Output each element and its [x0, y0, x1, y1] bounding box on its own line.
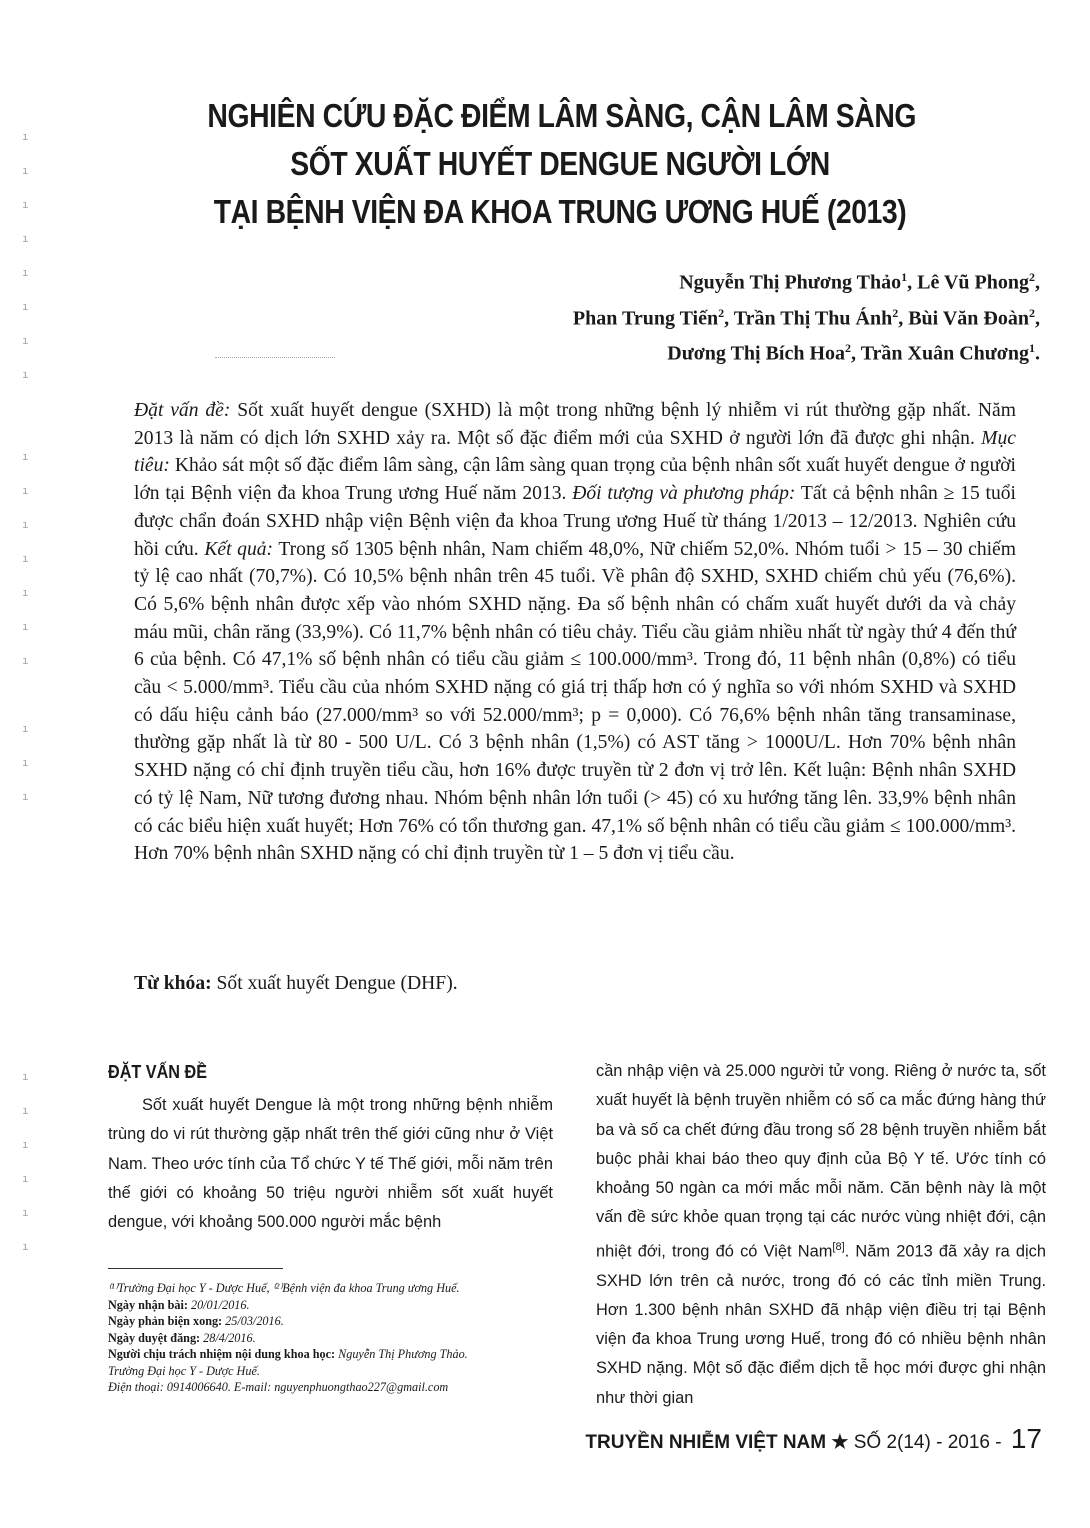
abstract-label-background: Đặt vấn đề:: [134, 400, 231, 421]
article-title: [207, 92, 917, 236]
footnote-block: [108, 1280, 578, 1396]
title-line-1: NGHIÊN CỨU ĐẶC ĐIỂM LÂM SÀNG, CẬN LÂM SÀNG: [207, 97, 917, 134]
author-line-3: Dương Thị Bích Hoa$^2$, Trần Xuân Chương$^1$.: [667, 341, 1040, 365]
issue-info: SỐ 2(14) - 2016 -: [853, 1432, 1002, 1453]
keywords-label: Từ khóa:: [134, 973, 212, 994]
footnote-responsible-name: Nguyễn Thị Phương Thảo.: [335, 1347, 468, 1361]
author-name: Nguyễn Thị Phương Thảo: [679, 271, 902, 294]
author-affil-mark: 2: [718, 305, 725, 320]
body-column-right: [596, 1057, 1046, 1413]
section-heading: ĐẶT VẤN ĐỀ: [108, 1062, 208, 1082]
abstract-label-objective: Mục tiêu:: [134, 427, 1016, 477]
footnote-divider: [108, 1268, 283, 1269]
footnote-responsible-label: Người chịu trách nhiệm nội dung khoa học:: [108, 1347, 336, 1361]
body-column-left: [108, 1057, 553, 1237]
footnote-contact: Điện thoại: 0914006640. E-mail: nguyenphuongthao227@gmail.com: [108, 1380, 449, 1394]
abstract-label-methods: Đối tượng và phương pháp:: [572, 483, 796, 505]
abstract-label-results: Kết quả:: [204, 538, 274, 560]
keywords-text: Sốt xuất huyết Dengue (DHF).: [211, 973, 458, 994]
author-affil-mark: 2: [1029, 270, 1035, 284]
title-line-3: TẠI BỆNH VIỆN ĐA KHOA TRUNG ƯƠNG HUẾ (2013): [213, 193, 907, 230]
footnote-responsible-affiliation: Trường Đại học Y - Dược Huế.: [108, 1363, 260, 1378]
body-text: cần nhập viện và 25.000 người tử vong. Riêng ở nước ta, sốt xuất huyết là bệnh truyền nhiễm có số ca mắc đứng hàng thứ ba và số ca chết đứng đầu trong số 28 bệnh truyền nhiễm bắt buộc phải khai báo theo quy định của Bộ Y tế. Ước tính có khoảng 50 ngàn ca mới mắc mỗi năm. Căn bệnh này là một vấn đề sức khỏe quan trọng tại các nước vùng nhiệt đới, cận nhiệt đới, trong đó có Việt Nam: [596, 1062, 1046, 1261]
abstract: [134, 397, 1016, 868]
scan-margin-noise-middle: ı ı ı ı ı ı ı ı ı ı: [22, 450, 29, 803]
author-name: Trần Xuân Chương: [860, 342, 1029, 365]
body-paragraph: [596, 1057, 1046, 1413]
scan-margin-noise-bottom: ı ı ı ı ı ı: [22, 1070, 29, 1253]
footnote-approved-date: 28/4/2016.: [200, 1330, 256, 1345]
footnote-responsible: [108, 1346, 578, 1363]
body-text: . Năm 2013 đã xảy ra dịch SXHD lớn trên cả nước, trong đó có các tỉnh miền Trung. Hơn 1.300 bệnh nhân SXHD đã nhập viện điều trị tại Bệnh viện đa khoa Trung ương Huế, trong đó có nhiều bệnh nhân SXHD nặng. Một số đặc điểm dịch tễ học mới được ghi nhận như thời gian: [596, 1242, 1046, 1407]
author-name: Bùi Văn Đoàn: [908, 307, 1029, 330]
footnote-approved-label: Ngày duyệt đăng:: [108, 1330, 201, 1345]
footnote-received-date: 20/01/2016.: [187, 1297, 250, 1312]
author-line-2: Phan Trung Tiến$^2$, Trần Thị Thu Ánh$^2$, Bùi Văn Đoàn$^2$,: [572, 305, 1040, 330]
journal-name: TRUYỀN NHIỄM VIỆT NAM: [585, 1432, 827, 1453]
author-name: Phan Trung Tiến: [572, 307, 719, 330]
footnote-received-label: Ngày nhận bài:: [108, 1297, 188, 1312]
author-affil-mark: 2: [892, 305, 899, 320]
abstract-text-results: Trong số 1305 bệnh nhân, Nam chiếm 48,0%, Nữ chiếm 52,0%. Nhóm tuổi > 15 – 30 chiếm tỷ lệ cao nhất (70,7%). Có 10,5% bệnh nhân trên 45 tuổi. Về phân độ SXHD, SXHD chiếm chủ yếu (76,6%). Có 5,6% bệnh nhân được xếp vào nhóm SXHD nặng. Đa số bệnh nhân có chấm xuất huyết dưới da và chảy máu mũi, chân răng (33,9%). Có 11,7% bệnh nhân có tiêu chảy. Tiểu cầu giảm nhiều nhất từ ngày thứ 4 đến thứ 6 của bệnh. Có 47,1% số bệnh nhân có tiểu cầu giảm ≤ 100.000/mm³. Trong đó, 11 bệnh nhân (0,8%) có tiểu cầu < 5.000/mm³. Tiểu cầu của nhóm SXHD nặng có giá trị thấp hơn có ý nghĩa so với nhóm SXHD và SXHD có dấu hiệu cảnh báo (27.000/mm³ so với 52.000/mm³; p = 0,000). Có 76,6% bệnh nhân tăng transaminase, thường gặp nhất là từ 80 - 500 U/L. Có 3 bệnh nhân (1,5%) có AST tăng > 1000U/L. Hơn 70% bệnh nhân SXHD nặng có chỉ định truyền tiểu cầu, hơn 16% được truyền từ 2 đơn vị trở lên. Kết luận: Bệnh nhân SXHD có tỷ lệ Nam, Nữ tương đương nhau. Nhóm bệnh nhân lớn tuổi (> 45) có xu hướng tăng lên. 33,9% bệnh nhân có các biểu hiện xuất huyết; Hơn 76% có tổn thương gan. 47,1% số bệnh nhân có tiểu cầu giảm ≤ 100.000/mm³. Hơn 70% bệnh nhân SXHD nặng có chỉ định truyền từ 1 – 5 đơn vị tiểu cầu.: [134, 538, 1016, 865]
abstract-text-methods: Tất cả bệnh nhân ≥ 15 tuổi được chẩn đoán SXHD nhập viện Bệnh viện đa khoa Trung ương Huế từ tháng 1/2013 – 12/2013. Nghiên cứu hồi cứu.: [134, 483, 1016, 560]
abstract-text-background: Sốt xuất huyết dengue (SXHD) là một trong những bệnh lý nhiễm vi rút thường gặp nhất. Năm 2013 là năm có dịch lớn SXHD xảy ra. Một số đặc điểm mới của SXHD ở người lớn đã được ghi nhận.: [134, 400, 1016, 449]
keywords: [134, 970, 934, 998]
title-line-2: SỐT XUẤT HUYẾT DENGUE NGƯỜI LỚN: [290, 145, 830, 182]
author-name: Dương Thị Bích Hoa: [667, 342, 846, 365]
abstract-text-objective: Khảo sát một số đặc điểm lâm sàng, cận lâm sàng quan trọng của bệnh nhân sốt xuất huyết dengue ở người lớn tại Bệnh viện đa khoa Trung ương Huế năm 2013.: [134, 455, 1016, 505]
footnote-review-date: 25/03/2016.: [222, 1314, 284, 1328]
abstract-paragraph: [134, 397, 1016, 868]
page-number: 17: [1010, 1423, 1042, 1454]
footnote-approved: [108, 1330, 578, 1347]
author-affil-mark: 1: [1029, 341, 1035, 356]
author-line-1: Nguyễn Thị Phương Thảo$^1$, Lê Vũ Phong$^2$,: [679, 270, 1040, 294]
page-footer: [585, 1423, 1042, 1455]
author-affil-mark: 2: [1029, 305, 1035, 320]
footnote-review: [108, 1313, 578, 1330]
star-icon: ★: [831, 1432, 849, 1453]
citation-ref: [8]: [832, 1240, 845, 1253]
author-name: Trần Thị Thu Ánh: [733, 307, 893, 330]
footnote-review-label: Ngày phản biện xong:: [108, 1314, 223, 1328]
footnote-received: [108, 1297, 578, 1314]
author-affil-mark: 2: [845, 341, 852, 356]
body-paragraph: Sốt xuất huyết Dengue là một trong những bệnh nhiễm trùng do vi rút thường gặp nhất trên thế giới cũng như ở Việt Nam. Theo ước tính của Tổ chức Y tế Thế giới, mỗi năm trên thế giới có khoảng 50 triệu người nhiễm sốt xuất huyết dengue, với khoảng 500.000 người mắc bệnh: [108, 1096, 553, 1232]
author-name: Lê Vũ Phong: [917, 271, 1029, 294]
footnote-affiliations: ⁽¹⁾Trường Đại học Y - Dược Huế, ⁽²⁾Bệnh viện đa khoa Trung ương Huế.: [108, 1281, 460, 1295]
scan-margin-noise-top: ı ı ı ı ı ı ı ı: [22, 130, 29, 381]
scan-dotted-mark: [215, 357, 335, 359]
author-list: [340, 262, 1040, 369]
author-affil-mark: 1: [901, 270, 908, 284]
